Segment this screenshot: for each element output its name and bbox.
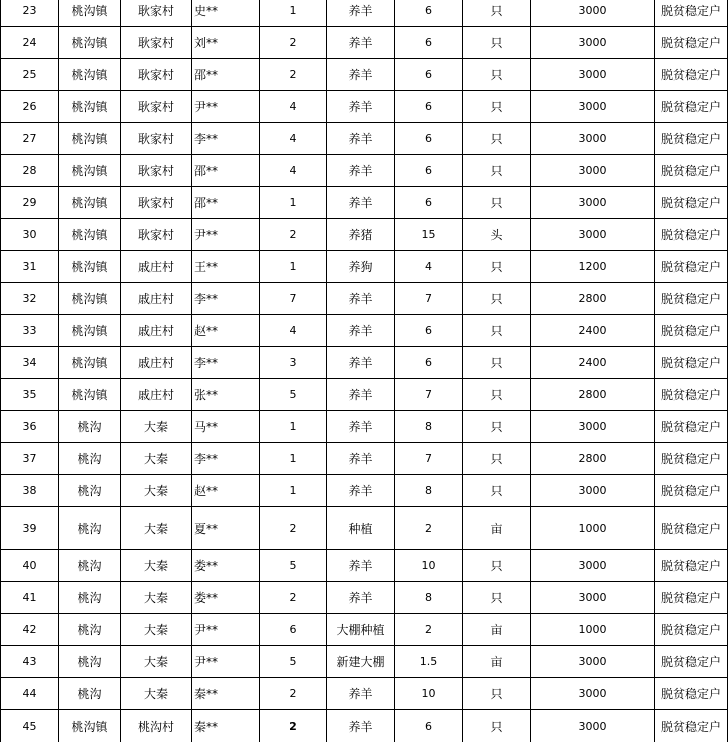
cell-index: 39 <box>1 507 59 550</box>
cell-town: 桃沟镇 <box>59 315 121 347</box>
cell-town: 桃沟 <box>59 678 121 710</box>
cell-unit: 只 <box>463 59 531 91</box>
cell-unit: 只 <box>463 27 531 59</box>
cell-unit: 只 <box>463 475 531 507</box>
cell-project: 养羊 <box>327 155 395 187</box>
cell-index: 23 <box>1 0 59 27</box>
cell-village: 大秦 <box>121 550 192 582</box>
cell-quantity: 8 <box>395 582 463 614</box>
cell-quantity: 4 <box>395 251 463 283</box>
table-row <box>1 475 728 507</box>
cell-village: 大秦 <box>121 443 192 475</box>
cell-index: 31 <box>1 251 59 283</box>
cell-unit: 只 <box>463 710 531 743</box>
cell-index: 43 <box>1 646 59 678</box>
cell-person: 张** <box>192 379 260 411</box>
cell-project: 养羊 <box>327 379 395 411</box>
table-row <box>1 614 728 646</box>
cell-person: 马** <box>192 411 260 443</box>
cell-village: 耿家村 <box>121 187 192 219</box>
cell-index: 30 <box>1 219 59 251</box>
cell-unit: 只 <box>463 550 531 582</box>
cell-amount: 2400 <box>531 347 655 379</box>
cell-status: 脱贫稳定户 <box>655 155 728 187</box>
cell-quantity: 6 <box>395 155 463 187</box>
cell-status: 脱贫稳定户 <box>655 507 728 550</box>
cell-amount: 2800 <box>531 283 655 315</box>
cell-unit: 只 <box>463 0 531 27</box>
cell-person: 娄** <box>192 582 260 614</box>
cell-quantity: 6 <box>395 347 463 379</box>
cell-town: 桃沟镇 <box>59 251 121 283</box>
cell-status: 脱贫稳定户 <box>655 251 728 283</box>
cell-population: 2 <box>260 219 327 251</box>
cell-town: 桃沟镇 <box>59 155 121 187</box>
cell-person: 李** <box>192 347 260 379</box>
cell-status: 脱贫稳定户 <box>655 187 728 219</box>
cell-town: 桃沟镇 <box>59 91 121 123</box>
cell-project: 养羊 <box>327 710 395 743</box>
cell-population: 5 <box>260 379 327 411</box>
table-body <box>1 0 728 742</box>
cell-status: 脱贫稳定户 <box>655 347 728 379</box>
cell-population: 4 <box>260 91 327 123</box>
cell-town: 桃沟 <box>59 475 121 507</box>
cell-amount: 3000 <box>531 411 655 443</box>
cell-index: 35 <box>1 379 59 411</box>
cell-unit: 头 <box>463 219 531 251</box>
cell-population: 4 <box>260 123 327 155</box>
cell-person: 赵** <box>192 315 260 347</box>
cell-quantity: 6 <box>395 123 463 155</box>
cell-population: 5 <box>260 550 327 582</box>
cell-town: 桃沟镇 <box>59 59 121 91</box>
cell-unit: 只 <box>463 678 531 710</box>
cell-town: 桃沟镇 <box>59 379 121 411</box>
table-row <box>1 187 728 219</box>
cell-project: 养猪 <box>327 219 395 251</box>
cell-index: 38 <box>1 475 59 507</box>
cell-amount: 3000 <box>531 646 655 678</box>
cell-unit: 亩 <box>463 614 531 646</box>
cell-population: 1 <box>260 411 327 443</box>
table-row <box>1 251 728 283</box>
table-row <box>1 646 728 678</box>
cell-population: 1 <box>260 475 327 507</box>
cell-village: 耿家村 <box>121 123 192 155</box>
cell-population: 5 <box>260 646 327 678</box>
cell-status: 脱贫稳定户 <box>655 27 728 59</box>
table-row <box>1 710 728 743</box>
cell-status: 脱贫稳定户 <box>655 59 728 91</box>
table-row <box>1 155 728 187</box>
cell-quantity: 6 <box>395 59 463 91</box>
cell-quantity: 7 <box>395 379 463 411</box>
cell-village: 耿家村 <box>121 59 192 91</box>
cell-amount: 3000 <box>531 219 655 251</box>
cell-population: 2 <box>260 582 327 614</box>
cell-amount: 2800 <box>531 443 655 475</box>
cell-person: 娄** <box>192 550 260 582</box>
cell-village: 戚庄村 <box>121 379 192 411</box>
cell-unit: 只 <box>463 91 531 123</box>
cell-project: 大棚种植 <box>327 614 395 646</box>
cell-village: 大秦 <box>121 646 192 678</box>
cell-unit: 亩 <box>463 646 531 678</box>
cell-person: 邵** <box>192 59 260 91</box>
cell-index: 41 <box>1 582 59 614</box>
cell-town: 桃沟镇 <box>59 710 121 743</box>
cell-project: 养羊 <box>327 27 395 59</box>
cell-village: 戚庄村 <box>121 251 192 283</box>
cell-project: 养羊 <box>327 91 395 123</box>
cell-village: 大秦 <box>121 411 192 443</box>
cell-population: 1 <box>260 0 327 27</box>
cell-quantity: 15 <box>395 219 463 251</box>
cell-population: 2 <box>260 27 327 59</box>
cell-unit: 只 <box>463 411 531 443</box>
cell-project: 养羊 <box>327 0 395 27</box>
cell-quantity: 6 <box>395 187 463 219</box>
cell-person: 尹** <box>192 646 260 678</box>
table-row <box>1 347 728 379</box>
cell-town: 桃沟 <box>59 582 121 614</box>
cell-index: 29 <box>1 187 59 219</box>
cell-village: 大秦 <box>121 507 192 550</box>
cell-project: 养狗 <box>327 251 395 283</box>
cell-status: 脱贫稳定户 <box>655 219 728 251</box>
cell-person: 夏** <box>192 507 260 550</box>
cell-unit: 只 <box>463 155 531 187</box>
cell-person: 赵** <box>192 475 260 507</box>
cell-unit: 只 <box>463 379 531 411</box>
cell-index: 44 <box>1 678 59 710</box>
cell-status: 脱贫稳定户 <box>655 91 728 123</box>
cell-unit: 只 <box>463 283 531 315</box>
cell-town: 桃沟镇 <box>59 187 121 219</box>
table-row <box>1 678 728 710</box>
cell-project: 养羊 <box>327 59 395 91</box>
cell-village: 戚庄村 <box>121 315 192 347</box>
cell-village: 戚庄村 <box>121 283 192 315</box>
cell-person: 王** <box>192 251 260 283</box>
cell-quantity: 6 <box>395 315 463 347</box>
cell-town: 桃沟镇 <box>59 123 121 155</box>
cell-person: 李** <box>192 443 260 475</box>
cell-index: 36 <box>1 411 59 443</box>
cell-status: 脱贫稳定户 <box>655 0 728 27</box>
cell-quantity: 1.5 <box>395 646 463 678</box>
cell-population: 2 <box>260 59 327 91</box>
cell-town: 桃沟 <box>59 507 121 550</box>
table-row <box>1 550 728 582</box>
table-row <box>1 379 728 411</box>
cell-index: 32 <box>1 283 59 315</box>
cell-unit: 只 <box>463 315 531 347</box>
cell-quantity: 6 <box>395 27 463 59</box>
cell-unit: 只 <box>463 347 531 379</box>
table-row <box>1 507 728 550</box>
cell-population: 2 <box>260 507 327 550</box>
cell-village: 大秦 <box>121 475 192 507</box>
cell-amount: 2800 <box>531 379 655 411</box>
cell-quantity: 2 <box>395 614 463 646</box>
cell-person: 秦** <box>192 678 260 710</box>
cell-town: 桃沟 <box>59 646 121 678</box>
cell-town: 桃沟 <box>59 443 121 475</box>
cell-index: 42 <box>1 614 59 646</box>
cell-project: 种植 <box>327 507 395 550</box>
cell-town: 桃沟镇 <box>59 27 121 59</box>
cell-village: 耿家村 <box>121 155 192 187</box>
cell-town: 桃沟镇 <box>59 283 121 315</box>
cell-amount: 3000 <box>531 155 655 187</box>
cell-town: 桃沟 <box>59 411 121 443</box>
table-row <box>1 283 728 315</box>
cell-status: 脱贫稳定户 <box>655 283 728 315</box>
table-row <box>1 0 728 27</box>
cell-project: 养羊 <box>327 582 395 614</box>
cell-town: 桃沟镇 <box>59 219 121 251</box>
cell-person: 秦** <box>192 710 260 743</box>
cell-status: 脱贫稳定户 <box>655 550 728 582</box>
cell-population: 3 <box>260 347 327 379</box>
cell-village: 大秦 <box>121 678 192 710</box>
cell-quantity: 6 <box>395 0 463 27</box>
cell-amount: 3000 <box>531 550 655 582</box>
cell-town: 桃沟 <box>59 550 121 582</box>
cell-index: 24 <box>1 27 59 59</box>
table-row <box>1 411 728 443</box>
cell-village: 耿家村 <box>121 219 192 251</box>
table-row <box>1 315 728 347</box>
cell-amount: 3000 <box>531 187 655 219</box>
cell-town: 桃沟镇 <box>59 347 121 379</box>
cell-unit: 只 <box>463 123 531 155</box>
cell-population: 2 <box>260 678 327 710</box>
cell-status: 脱贫稳定户 <box>655 443 728 475</box>
cell-amount: 1000 <box>531 507 655 550</box>
cell-project: 新建大棚 <box>327 646 395 678</box>
cell-person: 邵** <box>192 187 260 219</box>
cell-quantity: 2 <box>395 507 463 550</box>
cell-index: 33 <box>1 315 59 347</box>
cell-index: 27 <box>1 123 59 155</box>
table-row <box>1 59 728 91</box>
cell-village: 大秦 <box>121 614 192 646</box>
cell-population: 6 <box>260 614 327 646</box>
cell-project: 养羊 <box>327 123 395 155</box>
cell-population: 1 <box>260 443 327 475</box>
cell-amount: 1000 <box>531 614 655 646</box>
cell-project: 养羊 <box>327 187 395 219</box>
cell-village: 大秦 <box>121 582 192 614</box>
cell-project: 养羊 <box>327 347 395 379</box>
cell-village: 耿家村 <box>121 0 192 27</box>
cell-status: 脱贫稳定户 <box>655 379 728 411</box>
cell-village: 桃沟村 <box>121 710 192 743</box>
cell-index: 40 <box>1 550 59 582</box>
cell-town: 桃沟 <box>59 614 121 646</box>
cell-population: 1 <box>260 251 327 283</box>
table-row <box>1 91 728 123</box>
cell-person: 史** <box>192 0 260 27</box>
cell-status: 脱贫稳定户 <box>655 411 728 443</box>
cell-amount: 2400 <box>531 315 655 347</box>
cell-village: 耿家村 <box>121 27 192 59</box>
cell-person: 邵** <box>192 155 260 187</box>
cell-population: 2 <box>260 710 327 743</box>
cell-index: 45 <box>1 710 59 743</box>
cell-amount: 3000 <box>531 27 655 59</box>
cell-project: 养羊 <box>327 411 395 443</box>
cell-person: 李** <box>192 283 260 315</box>
cell-unit: 亩 <box>463 507 531 550</box>
cell-person: 尹** <box>192 91 260 123</box>
cell-status: 脱贫稳定户 <box>655 582 728 614</box>
cell-person: 李** <box>192 123 260 155</box>
cell-unit: 只 <box>463 443 531 475</box>
cell-status: 脱贫稳定户 <box>655 315 728 347</box>
cell-population: 7 <box>260 283 327 315</box>
cell-unit: 只 <box>463 582 531 614</box>
cell-amount: 3000 <box>531 0 655 27</box>
cell-status: 脱贫稳定户 <box>655 710 728 743</box>
cell-index: 25 <box>1 59 59 91</box>
cell-person: 刘** <box>192 27 260 59</box>
cell-status: 脱贫稳定户 <box>655 475 728 507</box>
cell-population: 1 <box>260 187 327 219</box>
cell-project: 养羊 <box>327 550 395 582</box>
table-row <box>1 27 728 59</box>
cell-amount: 3000 <box>531 59 655 91</box>
cell-amount: 3000 <box>531 678 655 710</box>
table-row <box>1 123 728 155</box>
cell-quantity: 6 <box>395 91 463 123</box>
cell-quantity: 8 <box>395 475 463 507</box>
cell-project: 养羊 <box>327 283 395 315</box>
cell-project: 养羊 <box>327 443 395 475</box>
cell-quantity: 7 <box>395 443 463 475</box>
cell-amount: 1200 <box>531 251 655 283</box>
cell-status: 脱贫稳定户 <box>655 123 728 155</box>
cell-quantity: 8 <box>395 411 463 443</box>
cell-town: 桃沟镇 <box>59 0 121 27</box>
cell-population: 4 <box>260 315 327 347</box>
cell-status: 脱贫稳定户 <box>655 646 728 678</box>
cell-unit: 只 <box>463 187 531 219</box>
cell-index: 34 <box>1 347 59 379</box>
cell-amount: 3000 <box>531 710 655 743</box>
cell-quantity: 7 <box>395 283 463 315</box>
cell-project: 养羊 <box>327 315 395 347</box>
cell-amount: 3000 <box>531 475 655 507</box>
cell-index: 28 <box>1 155 59 187</box>
cell-index: 26 <box>1 91 59 123</box>
cell-index: 37 <box>1 443 59 475</box>
table-row <box>1 443 728 475</box>
cell-amount: 3000 <box>531 582 655 614</box>
cell-person: 尹** <box>192 614 260 646</box>
cell-status: 脱贫稳定户 <box>655 678 728 710</box>
cell-quantity: 6 <box>395 710 463 743</box>
cell-person: 尹** <box>192 219 260 251</box>
cell-quantity: 10 <box>395 678 463 710</box>
cell-quantity: 10 <box>395 550 463 582</box>
table-row <box>1 219 728 251</box>
cell-project: 养羊 <box>327 475 395 507</box>
cell-village: 耿家村 <box>121 91 192 123</box>
table-row <box>1 582 728 614</box>
cell-project: 养羊 <box>327 678 395 710</box>
cell-population: 4 <box>260 155 327 187</box>
cell-amount: 3000 <box>531 91 655 123</box>
cell-status: 脱贫稳定户 <box>655 614 728 646</box>
cell-amount: 3000 <box>531 123 655 155</box>
cell-unit: 只 <box>463 251 531 283</box>
cell-village: 戚庄村 <box>121 347 192 379</box>
